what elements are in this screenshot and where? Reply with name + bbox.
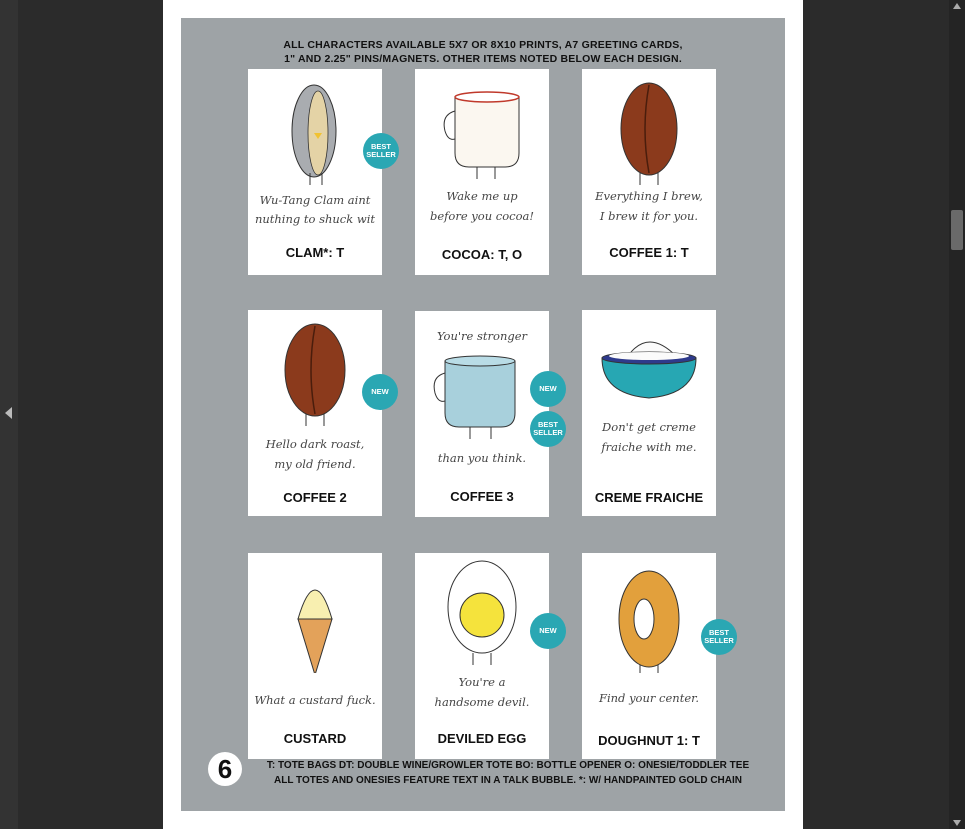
card-label: CREME FRAICHE <box>594 490 704 505</box>
document-page <box>163 0 803 829</box>
card-quote-top: You're stronger <box>436 329 528 343</box>
left-panel <box>0 0 18 829</box>
new-badge: NEW <box>362 374 398 410</box>
catalog-header <box>181 38 785 66</box>
coffee-bean-illustration <box>248 310 382 430</box>
scroll-down-arrow-icon[interactable] <box>953 820 961 826</box>
header-line-2: 1" AND 2.25" PINS/MAGNETS. OTHER ITEMS NOTED BELOW EACH DESIGN. <box>284 53 682 65</box>
card-deviled-egg <box>415 553 549 759</box>
catalog-sheet <box>181 18 785 811</box>
card-quote-line-1: than you think. <box>437 451 527 465</box>
coffee-mug-illustration <box>415 351 549 441</box>
card-label: COFFEE 2 <box>283 490 347 505</box>
card-label: CLAM*: T <box>285 245 345 260</box>
card-coffee-3 <box>415 311 549 517</box>
scrollbar-thumb[interactable] <box>951 210 963 250</box>
card-creme-fraiche <box>582 310 716 516</box>
card-coffee-1 <box>582 69 716 275</box>
doughnut-illustration <box>582 553 716 673</box>
card-quote-line-1: Hello dark roast, <box>265 437 365 451</box>
new-badge: NEW <box>530 371 566 407</box>
header-line-1: ALL CHARACTERS AVAILABLE 5X7 OR 8X10 PRINTS, A7 GREETING CARDS, <box>283 39 683 51</box>
catalog-footer <box>243 758 773 788</box>
cocoa-mug-illustration <box>415 69 549 189</box>
card-quote-line-2: nuthing to shuck wit <box>254 212 376 226</box>
card-quote-line-1: You're a <box>458 675 506 689</box>
card-quote-line-2: fraiche with me. <box>601 440 697 454</box>
card-label: DOUGHNUT 1: T <box>598 733 700 748</box>
best-seller-badge: BEST SELLER <box>363 133 399 169</box>
card-quote-line-2: I brew it for you. <box>599 209 699 223</box>
vertical-scrollbar[interactable] <box>949 0 965 829</box>
scroll-up-arrow-icon[interactable] <box>953 3 961 9</box>
card-quote-line-2: my old friend. <box>274 457 356 471</box>
card-quote-line-1: Everything I brew, <box>595 189 703 203</box>
best-seller-badge: BEST SELLER <box>701 619 737 655</box>
new-badge: NEW <box>530 613 566 649</box>
deviled-egg-illustration <box>415 553 549 673</box>
coffee-bean-illustration <box>582 69 716 189</box>
card-clam <box>248 69 382 275</box>
card-quote-line-2: before you cocoa! <box>430 209 534 223</box>
card-custard <box>248 553 382 759</box>
card-quote-line-2: handsome devil. <box>434 695 530 709</box>
card-coffee-2 <box>248 310 382 516</box>
card-label: COFFEE 3 <box>450 489 514 504</box>
card-quote-line-1: Wu-Tang Clam aint <box>259 193 371 207</box>
card-label: CUSTARD <box>283 731 347 746</box>
card-label: COCOA: T, O <box>441 247 523 262</box>
card-quote-line-1: Find your center. <box>598 691 700 705</box>
best-seller-badge: BEST SELLER <box>530 411 566 447</box>
card-quote-line-1: Don't get creme <box>602 420 696 434</box>
card-doughnut-1 <box>582 553 716 759</box>
page-number: 6 <box>208 752 242 786</box>
previous-page-arrow-icon[interactable] <box>5 407 12 419</box>
card-label: COFFEE 1: T <box>609 245 689 260</box>
card-quote-line-1: What a custard fuck. <box>254 693 376 707</box>
card-cocoa <box>415 69 549 275</box>
creme-fraiche-bowl-illustration <box>582 310 716 430</box>
footer-line-2: ALL TOTES AND ONESIES FEATURE TEXT IN A TALK BUBBLE. *: W/ HANDPAINTED GOLD CHAIN <box>274 775 742 786</box>
footer-line-1: T: TOTE BAGS DT: DOUBLE WINE/GROWLER TOTE BO: BOTTLE OPENER O: ONESIE/TODDLER TEE <box>266 760 750 771</box>
custard-cone-illustration <box>248 553 382 673</box>
card-label: DEVILED EGG <box>437 731 527 746</box>
clam-illustration <box>248 69 382 189</box>
card-quote-line-1: Wake me up <box>446 189 518 203</box>
